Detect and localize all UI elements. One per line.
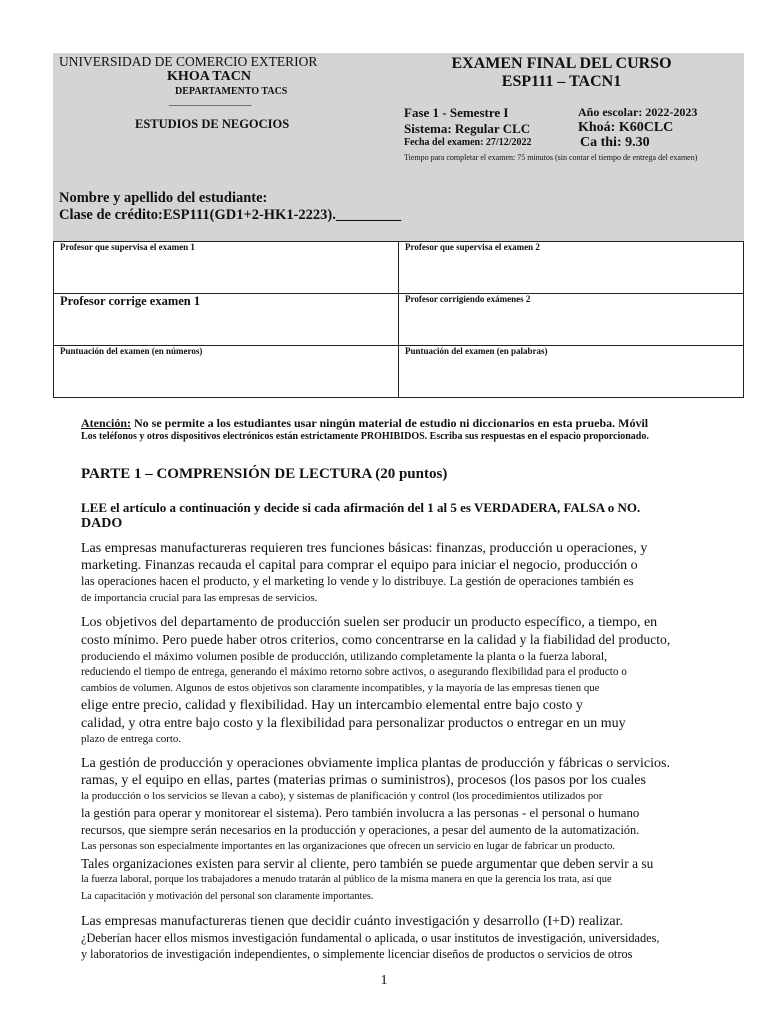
body-line: la gestión para operar y monitorear el sistema). Pero también involucra a las personas - el personal o humano	[81, 806, 640, 820]
body-line: costo mínimo. Pero puede haber otros criterios, como concentrarse en la calidad y la fiabilidad del producto,	[81, 632, 671, 647]
body-line: Las personas son especialmente importantes en las organizaciones que ofrecen un servicio en lugar de fabricar un producto.	[81, 840, 616, 852]
page-number: 1	[380, 973, 388, 988]
body-line: ¿Deberían hacer ellos mismos investigación fundamental o aplicada, o usar institutos de investigación, universidades,	[81, 931, 660, 945]
body-line: La gestión de producción y operaciones obviamente implica plantas de producción y fábricas o servicios.	[81, 756, 670, 771]
body-line: Tales organizaciones existen para servir al cliente, pero también se puede argumentar que deben servir a su	[81, 856, 654, 871]
exam-system: Sistema: Regular CLC	[404, 121, 531, 136]
body-line: La capacitación y motivación del personal son claramente importantes.	[81, 891, 374, 902]
body-line: produciendo el máximo volumen posible de producción, utilizando completamente la planta o la fuerza laboral,	[81, 649, 608, 663]
supervisor-1-cell[interactable]: Profesor que supervisa el examen 1	[54, 242, 399, 294]
attention-line-1	[81, 416, 648, 431]
part-1-instruction-2: DADO	[81, 516, 123, 531]
body-line: cambios de volumen. Algunos de estos objetivos son claramente incompatibles, y la mayoría de las empresas tienen que	[81, 682, 600, 694]
body-line: Las empresas manufactureras tienen que decidir cuánto investigación y desarrollo (I+D) realizar.	[81, 914, 624, 929]
student-name-label: Nombre y apellido del estudiante:	[59, 190, 268, 206]
school-year: Año escolar: 2022-2023	[578, 105, 698, 119]
attention-label: Atención:	[81, 416, 131, 430]
body-line: calidad, y otra entre bajo costo y la flexibilidad para personalizar productos o entregar en un muy	[81, 716, 626, 731]
department-name: DEPARTAMENTO TACS	[175, 86, 288, 97]
ca-thi: Ca thi: 9.30	[580, 135, 650, 150]
part-1-instruction-1: LEE el artículo a continuación y decide si cada afirmación del 1 al 5 es VERDADERA, FALSA o NO.	[81, 500, 641, 515]
body-line: ramas, y el equipo en ellas, partes (materias primas o suministros), procesos (los pasos por los cuales	[81, 773, 646, 788]
header-divider: _______________	[169, 95, 252, 107]
body-line: y laboratorios de investigación independientes, o simplemente licenciar diseños de productos o servicios de otros	[81, 947, 633, 961]
body-line: de importancia crucial para las empresas de servicios.	[81, 592, 318, 604]
time-note: Tiempo para completar el examen: 75 minutos (sin contar el tiempo de entrega del examen)	[404, 153, 698, 162]
attention-text-1: No se permite a los estudiantes usar ningún material de estudio ni diccionarios en esta prueba. Móvil	[131, 416, 649, 430]
part-1-title: PARTE 1 – COMPRENSIÓN DE LECTURA (20 puntos)	[81, 466, 448, 482]
body-line: plazo de entrega corto.	[81, 733, 182, 745]
exam-date: Fecha del examen: 27/12/2022	[404, 137, 532, 148]
body-line: Las empresas manufactureras requieren tres funciones básicas: finanzas, producción u operaciones, y	[81, 541, 648, 556]
score-words-cell[interactable]: Puntuación del examen (en palabras)	[399, 346, 744, 398]
corrector-1-cell[interactable]: Profesor corrige examen 1	[54, 294, 399, 346]
body-line: las operaciones hacen el producto, y el marketing lo vende y lo distribuye. La gestión de operaciones también es	[81, 574, 634, 588]
body-line: elige entre precio, calidad y flexibilidad. Hay un intercambio elemental entre bajo costo y	[81, 698, 583, 713]
body-line: reduciendo el tiempo de entrega, generando el máximo retorno sobre activos, o asegurando flexibilidad para el producto o	[81, 666, 627, 678]
credit-class-label: Clase de crédito:ESP111(GD1+2-HK1-2223)._________	[59, 207, 402, 223]
khoa-name: KHOA TACN	[167, 69, 251, 84]
supervisor-2-cell[interactable]: Profesor que supervisa el examen 2	[399, 242, 744, 294]
student-info	[59, 190, 401, 224]
body-line: la producción o los servicios se llevan a cabo), y sistemas de planificación y control (los procedimientos utilizados por	[81, 790, 603, 802]
khoa-code: Khoá: K60CLC	[578, 120, 674, 135]
exam-header	[53, 53, 744, 241]
exam-title-line-1: EXAMEN FINAL DEL CURSO	[451, 55, 672, 72]
attention-line-2: Los teléfonos y otros dispositivos electrónicos están estrictamente PROHIBIDOS. Escriba sus respuestas en el espacio proporcionado.	[81, 431, 649, 442]
studies-name: ESTUDIOS DE NEGOCIOS	[135, 117, 290, 131]
body-line: marketing. Finanzas recauda el capital para comprar el equipo para iniciar el negocio, producción o	[81, 558, 638, 573]
body-line: la fuerza laboral, porque los trabajadores a menudo tratarán al público de la misma manera en que la gerencia los trata, así que	[81, 874, 612, 885]
body-line: recursos, que siempre serán necesarios en la producción y operaciones, a pesar del aumento de la automatización.	[81, 823, 640, 837]
exam-title-line-2: ESP111 – TACN1	[501, 73, 622, 90]
university-name: UNIVERSIDAD DE COMERCIO EXTERIOR	[59, 54, 318, 69]
exam-title	[423, 55, 700, 91]
body-line: Los objetivos del departamento de producción suelen ser producir un producto específico, a tiempo, en	[81, 615, 658, 630]
examiner-grid	[53, 241, 744, 398]
exam-phase: Fase 1 - Semestre I	[404, 105, 509, 120]
corrector-2-cell[interactable]: Profesor corrigiendo exámenes 2	[399, 294, 744, 346]
score-numbers-cell[interactable]: Puntuación del examen (en números)	[54, 346, 399, 398]
